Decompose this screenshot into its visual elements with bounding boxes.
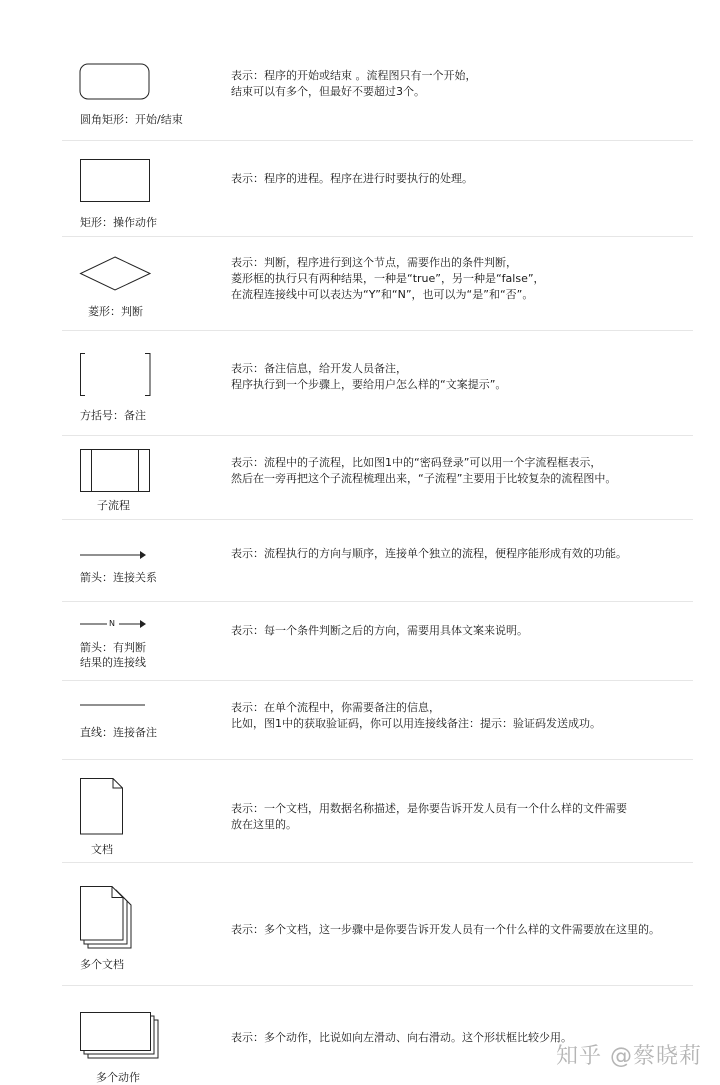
description-diamond: 表示：判断，程序进行到这个节点，需要作出的条件判断， 菱形框的执行只有两种结果，一种是“true”，另一种是“false”， 在流程连接线中可以表达为“Y”和“N”，也可以为“是”和“否”。 — [231, 256, 545, 301]
document-symbol — [79, 777, 127, 837]
symbol-label-multiple-documents: 多个文档 — [80, 958, 124, 971]
bracket-symbol — [79, 352, 155, 398]
row-divider — [62, 519, 693, 520]
symbol-label-rounded-rect: 圆角矩形：开始/结束 — [80, 113, 183, 126]
arrow-condition-tag: N — [109, 619, 115, 628]
description-rounded-rect: 表示：程序的开始或结束 。流程图只有一个开始， 结束可以有多个，但最好不要超过3个。 — [231, 69, 477, 98]
symbol-label-rectangle: 矩形：操作动作 — [80, 216, 157, 229]
symbol-label-bracket: 方括号：备注 — [80, 409, 146, 422]
row-divider — [62, 759, 693, 760]
description-conditional-arrow: 表示：每一个条件判断之后的方向，需要用具体文案来说明。 — [231, 624, 528, 637]
row-divider — [62, 985, 693, 986]
description-multiple-documents: 表示：多个文档，这一步骤中是你要告诉开发人员有一个什么样的文件需要放在这里的。 — [231, 923, 660, 936]
row-divider — [62, 601, 693, 602]
symbol-label-diamond: 菱形：判断 — [88, 305, 143, 318]
row-divider — [62, 140, 693, 141]
multiple-actions-symbol — [79, 1011, 163, 1063]
description-multiple-actions: 表示：多个动作，比说如向左滑动、向右滑动。这个形状框比较少用。 — [231, 1031, 572, 1044]
description-line: 表示：在单个流程中，你需要备注的信息， 比如，图1中的获取验证码，你可以用连接线备注：提示：验证码发送成功。 — [231, 701, 601, 730]
symbol-label-multiple-actions: 多个动作 — [96, 1071, 140, 1084]
line-symbol — [79, 702, 147, 708]
multiple-documents-symbol — [79, 885, 135, 951]
row-divider — [62, 236, 693, 237]
description-subprocess: 表示：流程中的子流程，比如图1中的“密码登录”可以用一个字流程框表示， 然后在一旁再把这个子流程梳理出来，“子流程”主要用于比较复杂的流程图中。 — [231, 456, 617, 485]
description-rectangle: 表示：程序的进程。程序在进行时要执行的处理。 — [231, 172, 473, 185]
diamond-symbol — [79, 255, 153, 293]
arrow-symbol — [79, 549, 149, 561]
symbol-label-conditional-arrow: 箭头：有判断 结果的连接线 — [80, 641, 146, 669]
rectangle-symbol — [79, 158, 153, 204]
zhihu-watermark: 知乎 @蔡晓莉 — [556, 1044, 702, 1069]
symbol-label-subprocess: 子流程 — [97, 499, 130, 512]
symbol-label-arrow: 箭头：连接关系 — [80, 571, 157, 584]
symbol-label-line: 直线：连接备注 — [80, 726, 157, 739]
description-arrow: 表示：流程执行的方向与顺序，连接单个独立的流程，便程序能形成有效的功能。 — [231, 547, 627, 560]
row-divider — [62, 435, 693, 436]
description-document: 表示：一个文档，用数据名称描述，是你要告诉开发人员有一个什么样的文件需要 放在这里的。 — [231, 802, 627, 831]
row-divider — [62, 330, 693, 331]
subprocess-symbol — [79, 448, 153, 494]
rounded-rectangle-symbol — [78, 62, 154, 102]
row-divider — [62, 862, 693, 863]
description-bracket: 表示：备注信息，给开发人员备注， 程序执行到一个步骤上，要给用户怎么样的“文案提示”。 — [231, 362, 507, 391]
row-divider — [62, 680, 693, 681]
symbol-label-document: 文档 — [91, 843, 113, 856]
